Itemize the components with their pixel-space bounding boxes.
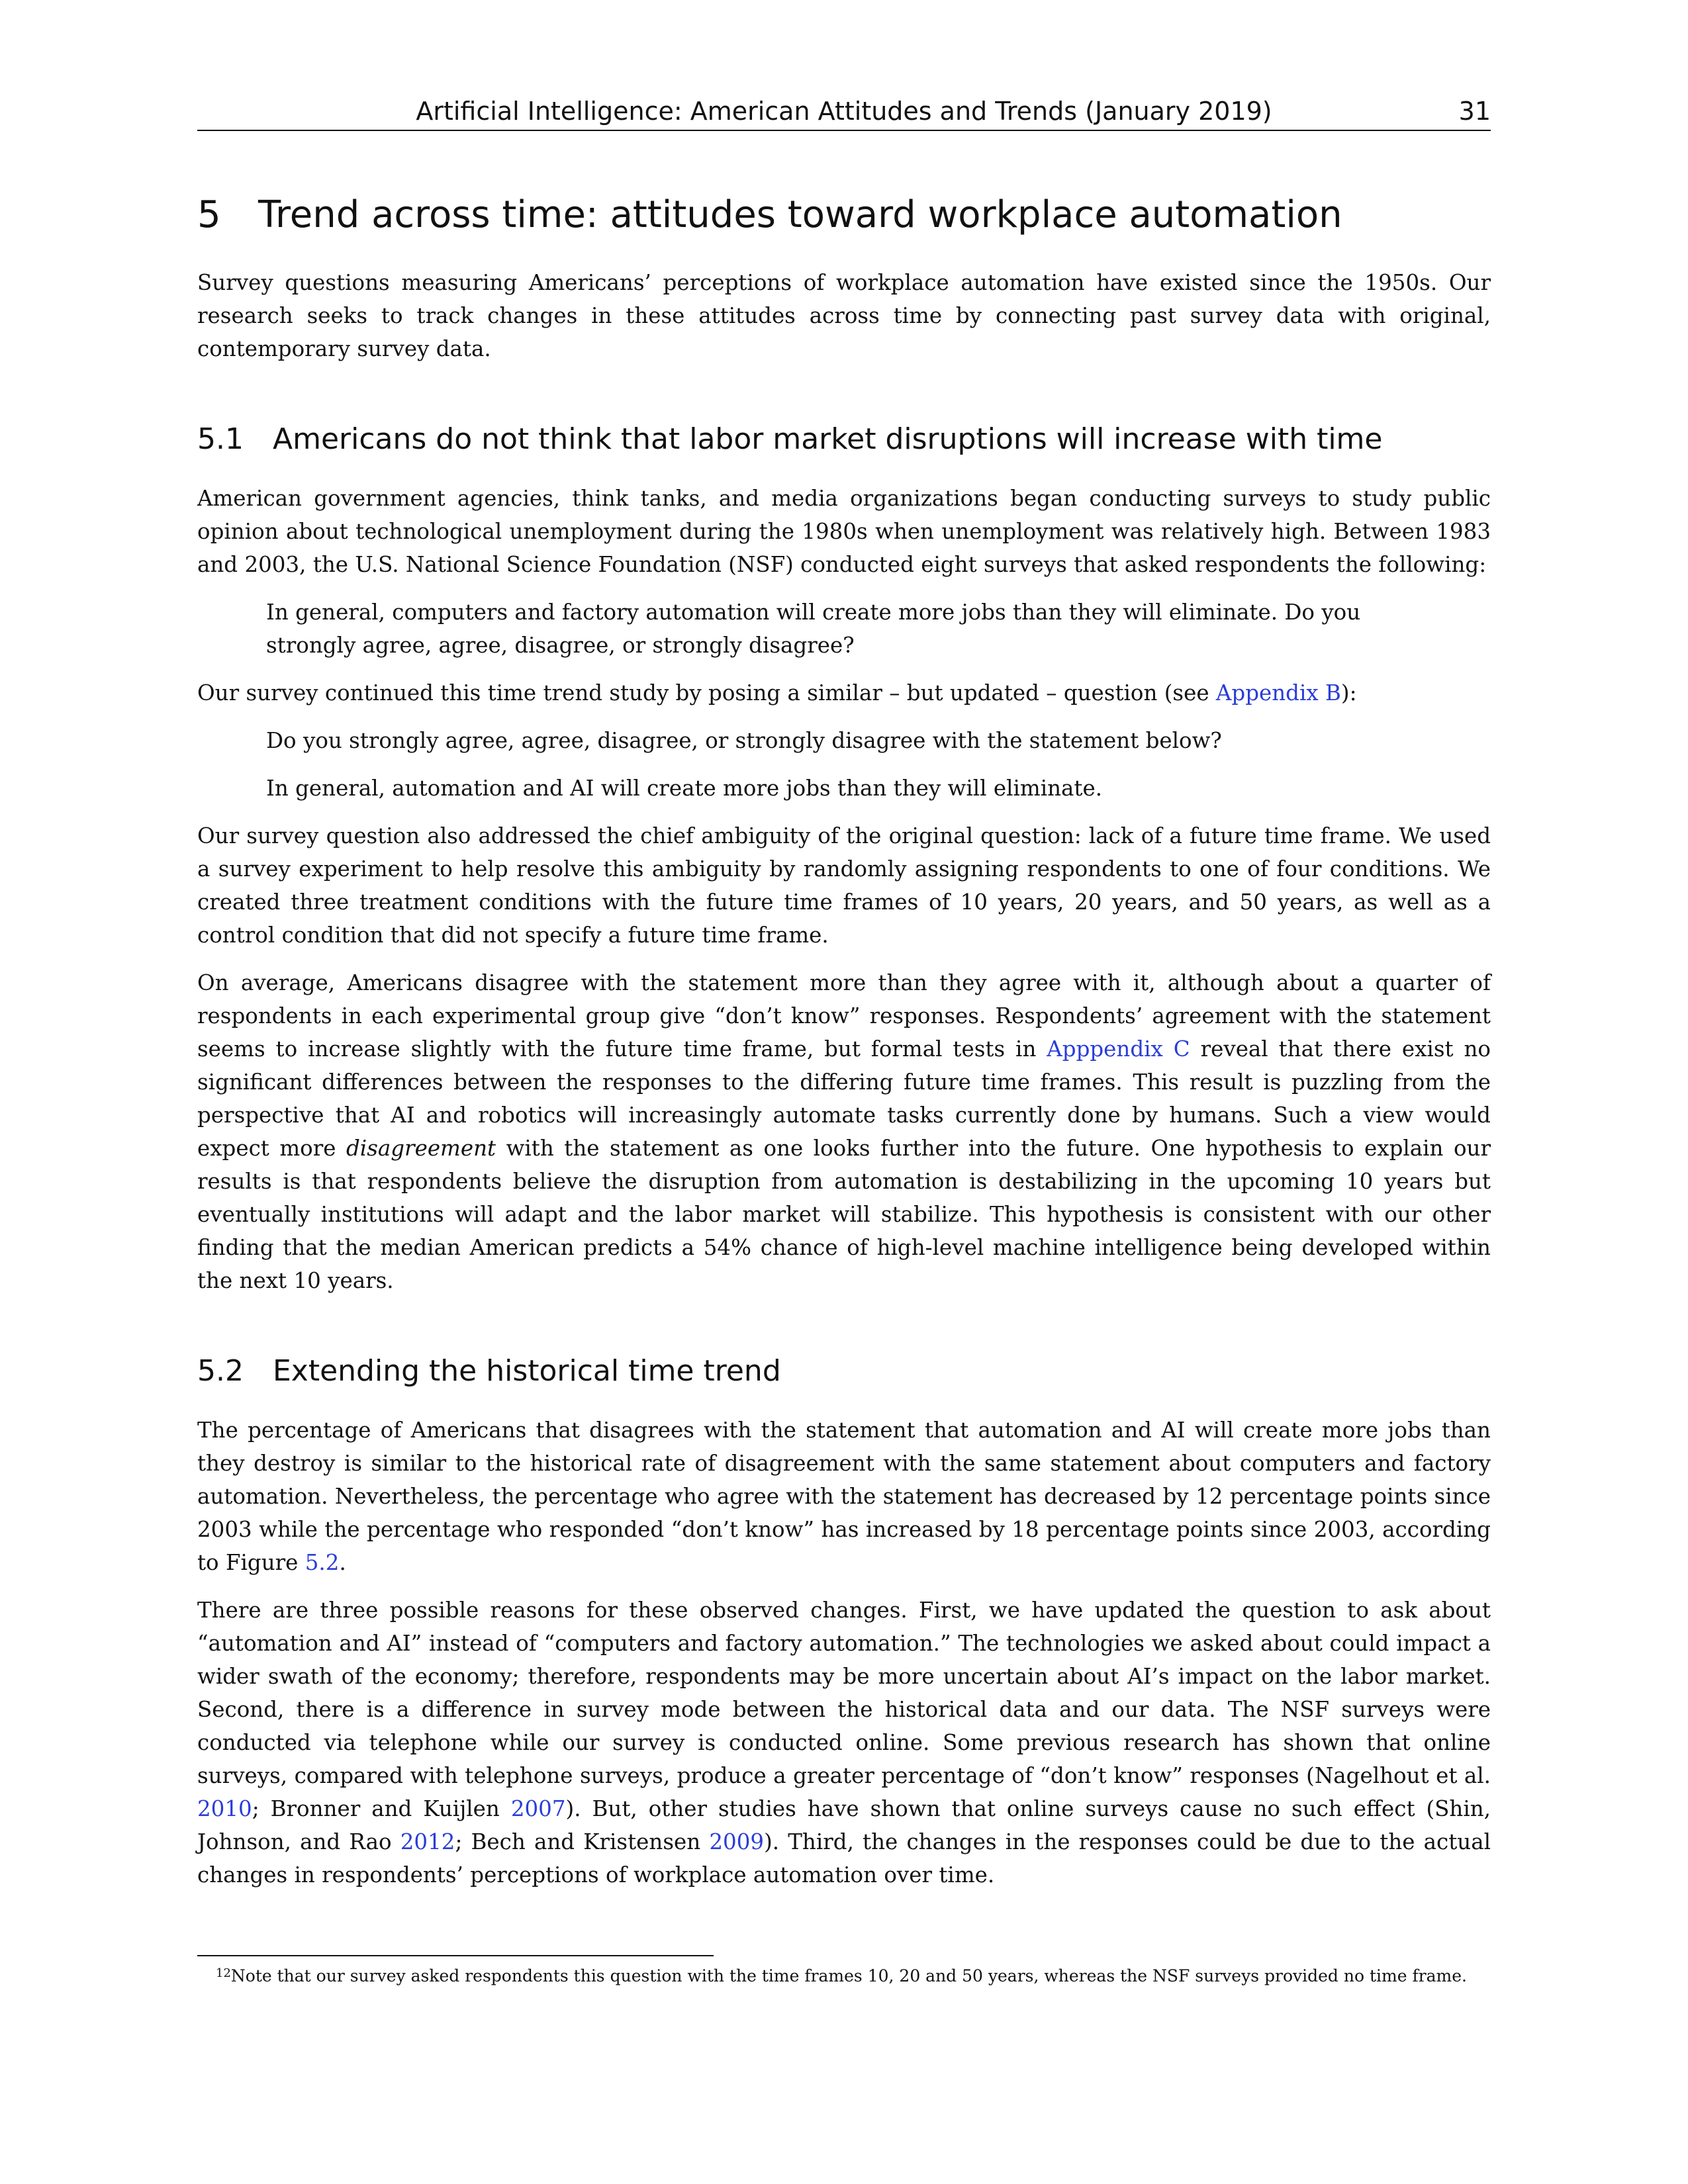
figure-5-2-link[interactable]: 5.2 xyxy=(305,1550,340,1575)
text-span: On average, Americans disagree with the statement more than they agree with it, although about a quarter of respondents in each experimental group give “don’t know” responses. Respondents’ agreement with the statement seems to increase slightly with the future time frame, but formal tests in xyxy=(197,970,1491,1062)
paragraph-nsf-surveys: American government agencies, think tanks, and media organizations began conducting surveys to study public opinion about technological unemployment during the 1980s when unemployment was relatively high. Between 1983 and 2003, the U.S. National Science Foundation (NSF) conducted eight surveys that asked respondents the following: xyxy=(197,486,1491,577)
subsection-number: 5.2 xyxy=(197,1354,244,1388)
text-span: Our survey continued this time trend study by posing a similar – but updated – question (see xyxy=(197,680,1216,705)
paragraph-results xyxy=(197,966,1491,1297)
text-span: ; Bech and Kristensen xyxy=(455,1829,710,1854)
text-span: The percentage of Americans that disagrees with the statement that automation and AI will create more jobs than they destroy is similar to the historical rate of disagreement with the same statement about computers and factory automation. Nevertheless, the percentage who agree with the statement has decreased by 12 percentage points since 2003 while the percentage who responded “don’t know” has increased by 18 percentage points since 2003, according to Figure xyxy=(197,1418,1491,1575)
section-5-intro: Survey questions measuring Americans’ perceptions of workplace automation have existed since the 1950s. Our research seeks to track changes in these attitudes across time by connecting past survey data with original, contemporary survey data. xyxy=(197,270,1491,361)
emphasis-disagreement: disagreement xyxy=(346,1136,496,1161)
footnote-text: Note that our survey asked respondents this question with the time frames 10, 20 and 50 years, whereas the NSF surveys provided no time frame. xyxy=(230,1966,1468,1985)
text-span: ). But, other studies have shown that online surveys cause no such effect (Shin, Johnson, and Rao xyxy=(197,1796,1491,1854)
section-5-heading xyxy=(197,192,1491,238)
citation-bronner-2007[interactable]: 2007 xyxy=(510,1796,566,1821)
subsection-5-2-heading xyxy=(197,1353,1491,1390)
paragraph-three-reasons xyxy=(197,1594,1491,1891)
text-span: ; Bronner and Kuijlen xyxy=(252,1796,511,1821)
section-number: 5 xyxy=(197,193,221,236)
section-title: Trend across time: attitudes toward workplace automation xyxy=(258,193,1342,236)
appendix-b-link[interactable]: Appendix B xyxy=(1215,680,1341,705)
citation-shin-2012[interactable]: 2012 xyxy=(400,1829,455,1854)
footnote xyxy=(197,1964,1491,1988)
appendix-c-link[interactable]: Apppendix C xyxy=(1047,1036,1190,1062)
subsection-5-1-heading xyxy=(197,421,1491,458)
quote-our-question-statement: In general, automation and AI will create more jobs than they will eliminate. xyxy=(266,776,1103,801)
footnote-rule xyxy=(197,1955,714,1956)
paragraph-our-survey xyxy=(197,676,1491,709)
page xyxy=(197,93,1491,1985)
quote-nsf-question: In general, computers and factory automation will create more jobs than they will eliminate. Do you strongly agree, agree, disagree, or strongly disagree? xyxy=(266,600,1361,658)
running-header-title: Artificial Intelligence: American Attitudes and Trends (January 2019) xyxy=(416,97,1272,126)
text-span: reveal that there exist no significant differences between the responses to the differing future time frames. This result is puzzling from the perspective that AI and robotics will increasingly automate tasks currently done by humans. Such a view would expect more xyxy=(197,1036,1491,1161)
citation-bech-2009[interactable]: 2009 xyxy=(709,1829,765,1854)
citation-nagelhout-2010[interactable]: 2010 xyxy=(197,1796,252,1821)
text-span: ). Third, the changes in the responses could be due to the actual changes in respondents’ perceptions of workplace automation over time. xyxy=(197,1829,1491,1888)
running-header xyxy=(197,93,1491,131)
text-span: with the statement as one looks further into the future. One hypothesis to explain our results is that respondents believe the disruption from automation is destabilizing in the upcoming 10 years but eventually institutions will adapt and the labor market will stabilize. This hypothesis is consistent with our other finding that the median American predicts a 54% chance of high-level machine intelligence being developed within the next 10 years. xyxy=(197,1136,1491,1293)
quote-our-question-prompt: Do you strongly agree, agree, disagree, or strongly disagree with the statement below? xyxy=(266,728,1222,753)
text-span: ): xyxy=(1340,680,1357,705)
text-span: There are three possible reasons for these observed changes. First, we have updated the question to ask about “automation and AI” instead of “computers and factory automation.” The technologies we asked about could impact a wider swath of the economy; therefore, respondents may be more uncertain about AI’s impact on the labor market. Second, there is a difference in survey mode between the historical data and our data. The NSF surveys were conducted via telephone while our survey is conducted online. Some previous research has shown that online surveys, compared with telephone surveys, produce a greater percentage of “don’t know” responses (Nagelhout et al. xyxy=(197,1598,1491,1788)
footnote-mark: 12 xyxy=(216,1966,231,1980)
page-number: 31 xyxy=(1458,97,1491,126)
subsection-title: Extending the historical time trend xyxy=(273,1354,781,1388)
paragraph-historical-rate xyxy=(197,1414,1491,1579)
subsection-title: Americans do not think that labor market disruptions will increase with time xyxy=(273,422,1383,456)
text-span: . xyxy=(339,1550,346,1575)
subsection-number: 5.1 xyxy=(197,422,244,456)
paragraph-time-frame: Our survey question also addressed the chief ambiguity of the original question: lack of a future time frame. We used a survey experiment to help resolve this ambiguity by randomly assigning respondents to one of four conditions. We created three treatment conditions with the future time frames of 10 years, 20 years, and 50 years, as well as a control condition that did not specify a future time frame. xyxy=(197,823,1491,948)
